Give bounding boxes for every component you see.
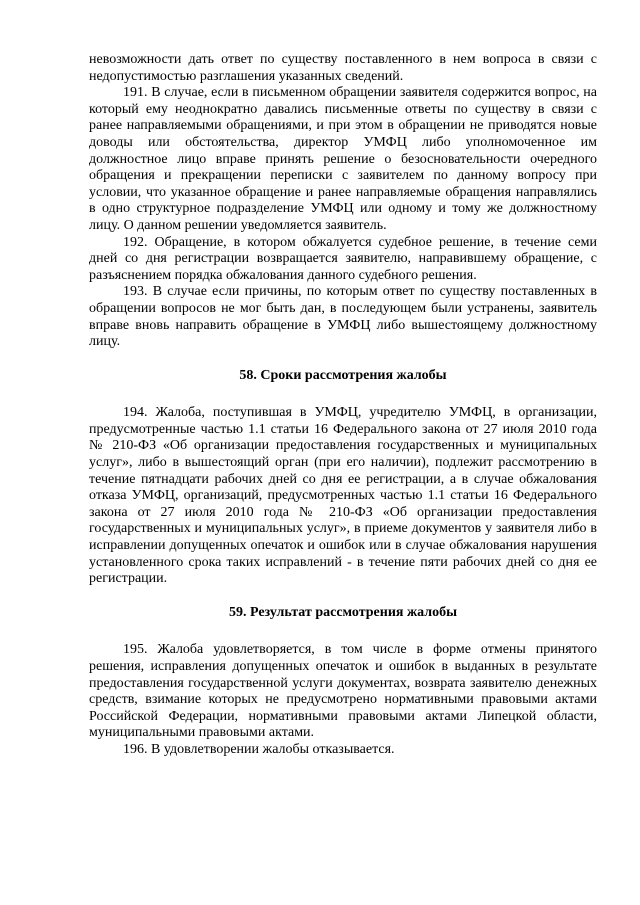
paragraph-195: 195. Жалоба удовлетворяется, в том числе в форме отмены принятого решения, исправления допущенных опечаток и ошибок в выданных в результате предоставления государственной услуги документах, возврата заявителю денежных средств, взимание которых не предусмотрено нормативными правовыми актами Российской Федерации, нормативными правовыми актами Липецкой области, муниципальными правовыми актами. [89,642,597,741]
paragraph-192: 192. Обращение, в котором обжалуется судебное решение, в течение семи дней со дня регистрации возвращается заявителю, направившему обращение, с разъяснением порядка обжалования данного судебного решения. [89,234,597,283]
paragraph-intro-continuation: невозможности дать ответ по существу поставленного в нем вопроса в связи с недопустимостью разглашения указанных сведений. [89,52,597,84]
paragraph-196: 196. В удовлетворении жалобы отказывается. [123,741,395,757]
section-heading-59: 59. Результат рассмотрения жалобы [228,604,458,620]
paragraph-191: 191. В случае, если в письменном обращении заявителя содержится вопрос, на который ему неоднократно давались письменные ответы по существу в связи с ранее направляемыми обращениями, и при этом в обращении не приводятся новые доводы или обстоятельства, директор УМФЦ либо уполномоченное им должностное лицо вправе принять решение о безосновательности очередного обращения и прекращении переписки с заявителем по данному вопросу при условии, что указанное обращение и ранее направляемые обращения направлялись в одно структурное подразделение УМФЦ или одному и тому же должностному лицу. О данном решении уведомляется заявитель. [89,85,597,233]
paragraph-193: 193. В случае если причины, по которым ответ по существу поставленных в обращении вопросов не мог быть дан, в последующем были устранены, заявитель вправе вновь направить обращение в УМФЦ либо вышестоящему должностному лицу. [89,284,597,350]
document-body [89,52,597,759]
section-heading-58: 58. Сроки рассмотрения жалобы [239,367,447,383]
paragraph-194: 194. Жалоба, поступившая в УМФЦ, учредителю УМФЦ, в организации, предусмотренные частью 1.1 статьи 16 Федерального закона от 27 июля 2010 года № 210-ФЗ «Об организации предоставления государственных и муниципальных услуг», либо в вышестоящий орган (при его наличии), подлежит рассмотрению в течение пятнадцати рабочих дней со дня ее регистрации, а в случае обжалования отказа УМФЦ, организаций, предусмотренных частью 1.1 статьи 16 Федерального закона от 27 июля 2010 года № 210-ФЗ «Об организации предоставления государственных и муниципальных услуг», в приеме документов у заявителя либо в исправлении допущенных опечаток и ошибок или в случае обжалования нарушения установленного срока таких исправлений - в течение пяти рабочих дней со дня ее регистрации. [89,405,597,587]
